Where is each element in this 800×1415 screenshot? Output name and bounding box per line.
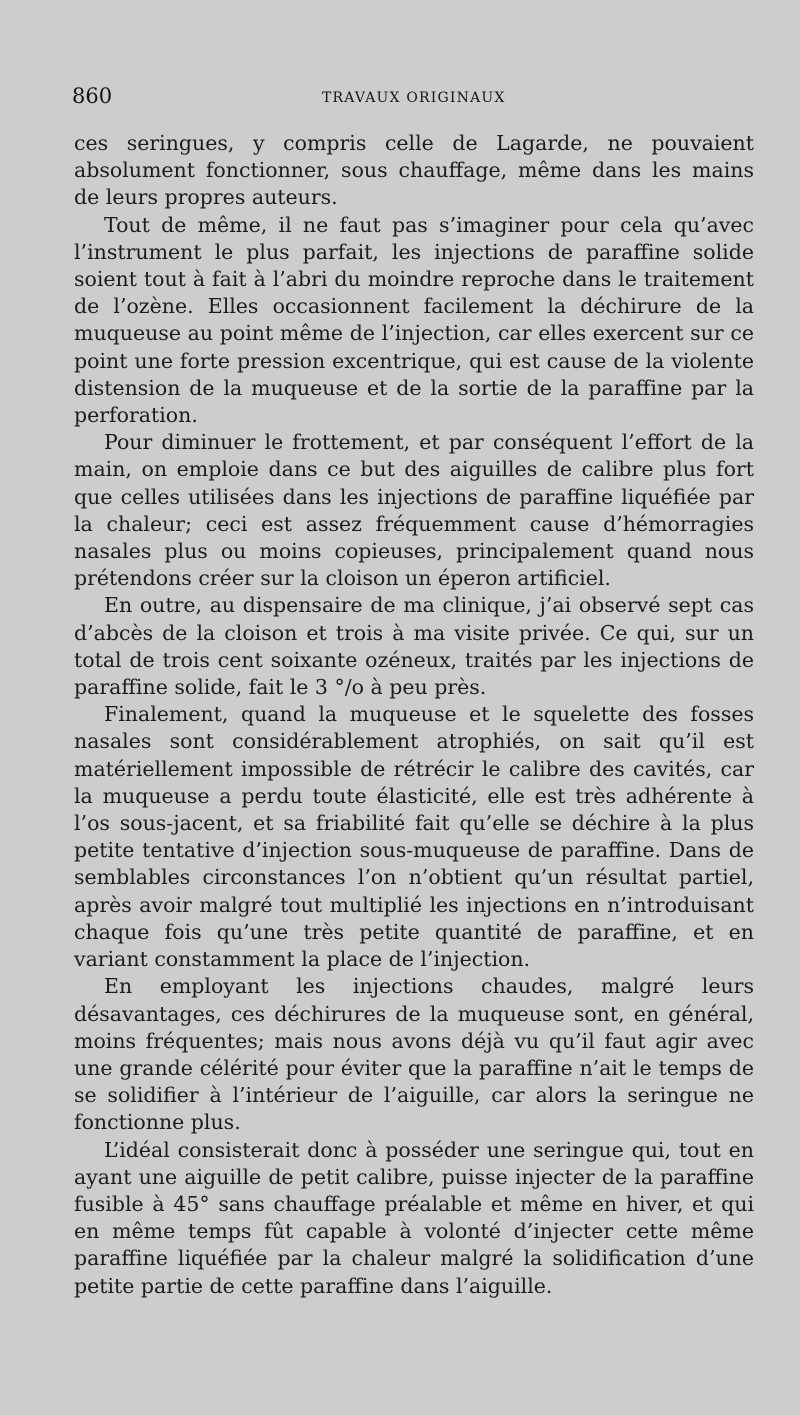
paragraph: L’idéal consisterait donc à posséder une seringue qui, tout en ayant une aiguille de petit calibre, puisse injecter de la paraffine fusible à 45° sans chauffage préalable et même en hiver, et qui en même temps fût capable à volonté d’injecter cette même paraffine liquéfiée par la chaleur malgré la solidification d’une petite partie de cette paraffine dans l’aiguille. (74, 1137, 754, 1298)
paragraph: En employant les injections chaudes, malgré leurs désavantages, ces déchirures de la muqueuse sont, en général, moins fréquentes; mais nous avons déjà vu qu’il faut agir avec une grande célérité pour éviter que la paraffine n’ait le temps de se solidifier à l’intérieur de l’aiguille, car alors la seringue ne fonctionne plus. (74, 974, 754, 1135)
paragraph: Finalement, quand la muqueuse et le squelette des fosses nasales sont considérablement atrophiés, on sait qu’il est matériellement impossible de rétrécir le calibre des cavités, car la muqueuse a perdu toute élasticité, elle est très adhérente à l’os sous-jacent, et sa friabilité fait qu’elle se déchire à la plus petite tentative d’injection sous-muqueuse de paraffine. Dans de semblables circonstances l’on n’obtient qu’un résultat partiel, après avoir malgré tout multiplié les injections en n’introduisant chaque fois qu’une très petite quantité de paraffine, et en variant constamment la place de l’injection. (74, 702, 754, 972)
paragraph: Pour diminuer le frottement, et par conséquent l’effort de la main, on emploie dans ce but des aiguilles de calibre plus fort que celles utilisées dans les injections de paraffine liquéfiée par la chaleur; ceci est assez fréquemment cause d’hémorragies nasales plus ou moins copieuses, principalement quand nous prétendons créer sur la cloison un éperon artificiel. (74, 430, 754, 591)
paragraph: En outre, au dispensaire de ma clinique, j’ai observé sept cas d’abcès de la cloison et trois à ma visite privée. Ce qui, sur un total de trois cent soixante ozéneux, traités par les injections de paraffine solide, fait le 3 °/o à peu près. (74, 593, 754, 700)
running-title: TRAVAUX ORIGINAUX (322, 90, 506, 106)
paragraph: Tout de même, il ne faut pas s’imaginer pour cela qu’avec l’instrument le plus parfait, les injections de paraffine solide soient tout à fait à l’abri du moindre reproche dans le traitement de l’ozène. Elles occasionnent facilement la déchirure de la muqueuse au point même de l’injection, car elles exercent sur ce point une forte pression excentrique, qui est cause de la violente distension de la muqueuse et de la sortie de la paraffine par la perforation. (74, 212, 754, 428)
page-number: 860 (72, 84, 113, 108)
body-text (74, 130, 754, 1300)
paragraph-continuation: ces seringues, y compris celle de Lagarde, ne pouvaient absolument fonctionner, sous chauffage, même dans les mains de leurs propres auteurs. (74, 131, 754, 210)
page-header (72, 84, 722, 114)
